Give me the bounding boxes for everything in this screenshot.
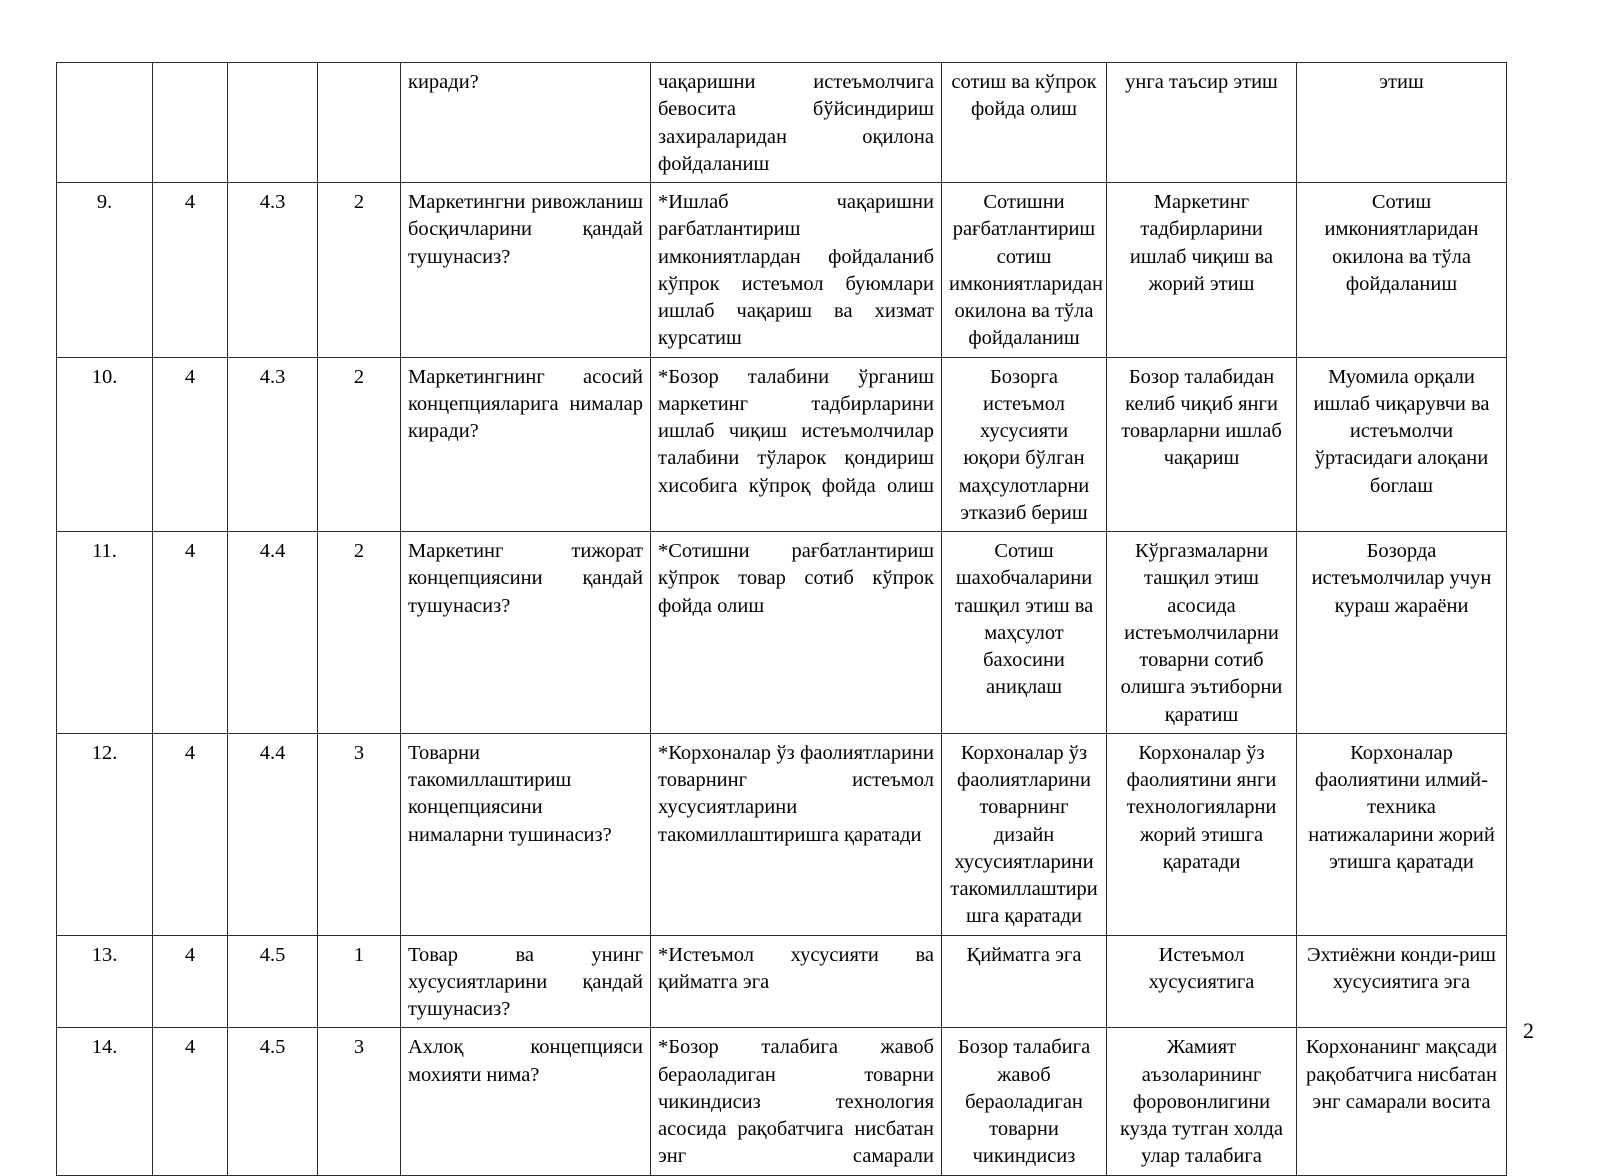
cell-answer-1: *Сотишни рағбатлантириш кўпрок товар сотиб кўпрок фойда олиш [651, 532, 942, 734]
cell-answer-4: Муомила орқали ишлаб чиқарувчи ва истеъмолчи ўртасидаги алоқани боглаш [1297, 357, 1507, 532]
cell-question: Маркетингнинг асосий концепцияларига нималар киради? [401, 357, 651, 532]
questions-table [56, 62, 1507, 1176]
cell-answer-4: Эхтиёжни конди-риш хусусиятига эга [1297, 935, 1507, 1028]
cell-col-c: 3 [318, 1028, 401, 1175]
table-row [57, 532, 1507, 734]
table-row [57, 935, 1507, 1028]
cell-col-c: 2 [318, 532, 401, 734]
cell-answer-1: *Бозор талабини ўрганиш маркетинг тадбирларини ишлаб чиқиш истеъмолчилар талабини тўларок қондириш хисобига кўпроқ фойда олиш [651, 357, 942, 532]
cell-no: 9. [57, 183, 153, 358]
cell-answer-1: *Ишлаб чақаришни рағбатлантириш имкониятлардан фойдаланиб кўпрок истеъмол буюмлари ишлаб чақариш ва хизмат курсатиш [651, 183, 942, 358]
table-row [57, 63, 1507, 183]
cell-answer-3: Жамият аъзоларининг форовонлигини кузда тутган холда улар талабига [1107, 1028, 1297, 1175]
cell-col-b: 4.3 [228, 183, 318, 358]
cell-col-b: 4.5 [228, 935, 318, 1028]
table-row [57, 183, 1507, 358]
cell-answer-4: этиш [1297, 63, 1507, 183]
cell-question: Товар ва унинг хусусиятларини қандай тушунасиз? [401, 935, 651, 1028]
cell-col-a: 4 [153, 532, 228, 734]
cell-col-c: 3 [318, 733, 401, 935]
cell-col-c: 1 [318, 935, 401, 1028]
cell-col-c: 2 [318, 357, 401, 532]
cell-question: Маркетингни ривожланиш босқичларини қандай тушунасиз? [401, 183, 651, 358]
cell-answer-1: *Истеъмол хусусияти ва қийматга эга [651, 935, 942, 1028]
cell-col-c: 2 [318, 183, 401, 358]
cell-col-b: 4.5 [228, 1028, 318, 1175]
table-row [57, 357, 1507, 532]
cell-answer-2: Сотиш шахобчаларини ташқил этиш ва маҳсулот бахосини аниқлаш [942, 532, 1107, 734]
cell-answer-1: *Корхоналар ўз фаолиятларини товарнинг истеъмол хусусиятларини такомиллаштиришга қаратади [651, 733, 942, 935]
cell-col-c [318, 63, 401, 183]
cell-answer-3: Корхоналар ўз фаолиятини янги технологияларни жорий этишга қаратади [1107, 733, 1297, 935]
cell-no: 12. [57, 733, 153, 935]
cell-answer-2: Корхоналар ўз фаолиятларини товарнинг дизайн хусусиятларини такомиллаштири шга қаратади [942, 733, 1107, 935]
cell-col-a: 4 [153, 1028, 228, 1175]
cell-answer-3: Маркетинг тадбирларини ишлаб чиқиш ва жорий этиш [1107, 183, 1297, 358]
cell-answer-3: Кўргазмаларни ташқил этиш асосида истеъмолчиларни товарни сотиб олишга эътиборни қаратиш [1107, 532, 1297, 734]
cell-col-a: 4 [153, 935, 228, 1028]
cell-answer-3: Бозор талабидан келиб чиқиб янги товарларни ишлаб чақариш [1107, 357, 1297, 532]
cell-no: 13. [57, 935, 153, 1028]
cell-answer-4: Корхонанинг мақсади рақобатчига нисбатан энг самарали восита [1297, 1028, 1507, 1175]
cell-col-a: 4 [153, 183, 228, 358]
cell-answer-4: Корхоналар фаолиятини илмий-техника натижаларини жорий этишга қаратади [1297, 733, 1507, 935]
cell-no [57, 63, 153, 183]
cell-answer-2: Бозорга истеъмол хусусияти юқори бўлган маҳсулотларни этказиб бериш [942, 357, 1107, 532]
page-number: 2 [1523, 1018, 1534, 1043]
cell-answer-2: сотиш ва кўпрок фойда олиш [942, 63, 1107, 183]
cell-answer-1: чақаришни истеъмолчига бевосита бўйсиндириш захираларидан оқилона фойдаланиш [651, 63, 942, 183]
cell-col-a [153, 63, 228, 183]
cell-col-b [228, 63, 318, 183]
cell-answer-2: Бозор талабига жавоб бераоладиган товарни чикиндисиз [942, 1028, 1107, 1175]
cell-question: Товарни такомиллаштириш концепциясини нималарни тушинасиз? [401, 733, 651, 935]
cell-question: киради? [401, 63, 651, 183]
cell-no: 14. [57, 1028, 153, 1175]
cell-col-a: 4 [153, 357, 228, 532]
cell-answer-2: Сотишни рағбатлантириш сотиш имкониятларидан окилона ва тўла фойдаланиш [942, 183, 1107, 358]
cell-answer-4: Бозорда истеъмолчилар учун кураш жараёни [1297, 532, 1507, 734]
cell-col-b: 4.4 [228, 733, 318, 935]
cell-question: Ахлоқ концепцияси мохияти нима? [401, 1028, 651, 1175]
cell-col-b: 4.4 [228, 532, 318, 734]
table-row [57, 733, 1507, 935]
cell-answer-3: унга таъсир этиш [1107, 63, 1297, 183]
cell-no: 10. [57, 357, 153, 532]
cell-no: 11. [57, 532, 153, 734]
cell-answer-3: Истеъмол хусусиятига [1107, 935, 1297, 1028]
cell-answer-2: Қийматга эга [942, 935, 1107, 1028]
cell-answer-4: Сотиш имкониятларидан окилона ва тўла фойдаланиш [1297, 183, 1507, 358]
cell-answer-1: *Бозор талабига жавоб бераоладиган товарни чикиндисиз технология асосида рақобатчига нисбатан энг самарали [651, 1028, 942, 1175]
cell-question: Маркетинг тижорат концепциясини қандай тушунасиз? [401, 532, 651, 734]
cell-col-a: 4 [153, 733, 228, 935]
table-row [57, 1028, 1507, 1175]
cell-col-b: 4.3 [228, 357, 318, 532]
